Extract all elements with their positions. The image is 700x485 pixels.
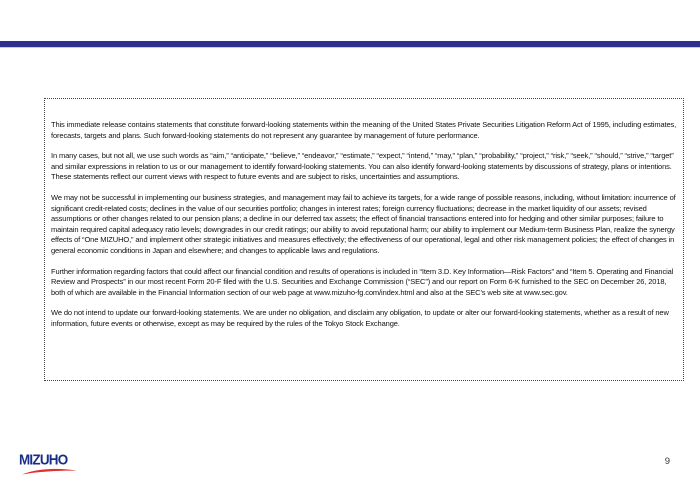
disclaimer-paragraph: In many cases, but not all, we use such words as “aim,” “anticipate,” “believe,” “endeavor,” “estimate,” “expect,” “intend,” “may,” “plan,” “probability,” “project,” “risk,” “seek,” “should,” “strive,” “target” and similar expressions in relation to us or our management to identify forward-looking statements. You can also identify forward-looking statements by discussions of strategy, plans or intentions. These statements reflect our current views with respect to future events and are subject to risks, uncertainties and assumptions.	[51, 151, 674, 182]
mizuho-logo-red-arc-icon	[21, 467, 79, 475]
disclaimer-paragraph: Further information regarding factors that could affect our financial condition and results of operations is included in “Item 3.D. Key Information—Risk Factors” and “Item 5. Operating and Financial Review and Prospects” in our most recent Form 20-F filed with the U.S. Securities and Exchange Commission (“SEC”) and our report on Form 6-K furnished to the SEC on December 26, 2018, both of which are available in the Financial Information section of our web page at www.mizuho-fg.com/index.html and also at the SEC’s web site at www.sec.gov.	[51, 266, 674, 297]
disclaimer-paragraph: We may not be successful in implementing our business strategies, and management may fail to achieve its targets, for a wide range of possible reasons, including, without limitation: incurrence of significant credit-related costs; declines in the value of our securities portfolio; changes in interest rates; foreign currency fluctuations; decrease in the market liquidity of our assets; revised assumptions or other changes related to our pension plans; a decline in our deferred tax assets; the effect of financial transactions entered into for hedging and other similar purposes; failure to maintain required capital adequacy ratio levels; downgrades in our credit ratings; our ability to avoid reputational harm; our ability to implement our Medium-term Business Plan, realize the synergy effects of “One MIZUHO,” and implement other strategic initiatives and measures effectively; the effectiveness of our operational, legal and other risk management policies; the effect of changes in general economic conditions in Japan and elsewhere; and changes to applicable laws and regulations.	[51, 192, 676, 255]
disclaimer-paragraph: We do not intend to update our forward-looking statements. We are under no obligation, and disclaim any obligation, to update or alter our forward-looking statements, whether as a result of new information, future events or otherwise, except as may be required by the rules of the Tokyo Stock Exchange.	[51, 308, 669, 328]
mizuho-logo-text: MIZUHO	[19, 450, 68, 468]
disclaimer-box	[44, 98, 684, 381]
disclaimer-paragraph: This immediate release contains statements that constitute forward-looking statements within the meaning of the United States Private Securities Litigation Reform Act of 1995, including estimates, forecasts, targets and plans. Such forward-looking statements do not represent any guarantee by management of future performance.	[51, 120, 677, 140]
mizuho-logo	[19, 452, 89, 475]
page-number: 9	[664, 456, 670, 467]
top-accent-rule	[0, 41, 700, 48]
